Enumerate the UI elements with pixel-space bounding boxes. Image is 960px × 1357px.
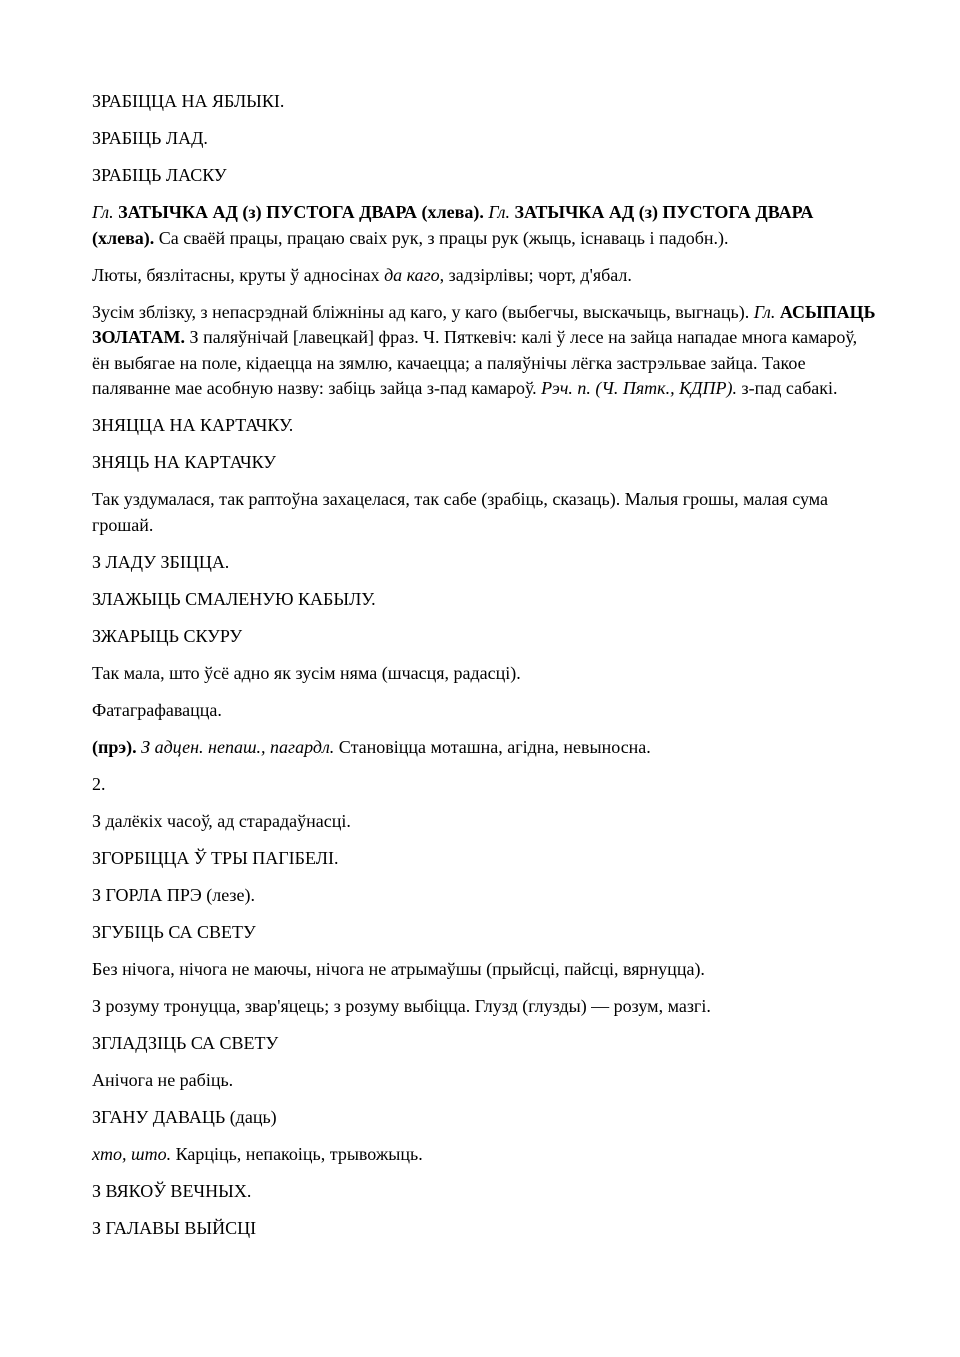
paragraph	[92, 735, 877, 761]
paragraph	[92, 89, 877, 115]
paragraph	[92, 661, 877, 687]
paragraph	[92, 846, 877, 872]
text-run: ЗЖАРЫЦЬ СКУРУ	[92, 625, 243, 646]
paragraph	[92, 1031, 877, 1057]
paragraph	[92, 957, 877, 983]
paragraph	[92, 698, 877, 724]
text-run: Без нічога, нічога не маючы, нічога не атрымаўшы (прыйсці, пайсці, вярнуцца).	[92, 958, 705, 979]
text-run: З розуму тронуцца, звар'яцець; з розуму выбіцца. Глузд (глузды) — розум, мазгі.	[92, 995, 711, 1016]
text-run: ЗРАБІЦЦА НА ЯБЛЫКІ.	[92, 91, 285, 111]
text-run: Зусім зблізку, з непасрэднай бліжніны ад каго, у каго (выбегчы, выскачыць, выгнаць).	[92, 301, 754, 322]
paragraph	[92, 550, 877, 576]
paragraph	[92, 1179, 877, 1205]
text-run: З далёкіх часоў, ад старадаўнасці.	[92, 810, 351, 831]
bold-text: ЗАТЫЧКА АД (з) ПУСТОГА ДВАРА (хлева).	[118, 202, 484, 222]
paragraph	[92, 772, 877, 798]
paragraph	[92, 883, 877, 909]
italic-text: хто, што.	[92, 1143, 172, 1164]
text-run: З ЛАДУ ЗБІЦЦА.	[92, 551, 230, 572]
paragraph	[92, 1105, 877, 1131]
text-run: з-пад сабакі.	[737, 378, 838, 398]
bold-text: ЗАТЫЧКА АД (з) ПУСТОГА ДВАРА (хлева).	[92, 202, 814, 248]
paragraph	[92, 163, 877, 189]
text-run: ЗГОРБІЦЦА Ў ТРЫ ПАГІБЕЛІ.	[92, 847, 339, 868]
text-run: З ГАЛАВЫ ВЫЙСЦІ	[92, 1217, 257, 1238]
italic-text: Гл.	[488, 202, 510, 222]
text-run: ЗРАБІЦЬ ЛАСКУ	[92, 165, 227, 185]
text-run: Фатаграфавацца.	[92, 699, 222, 720]
paragraph	[92, 1142, 877, 1168]
text-run: ЗЛАЖЫЦЬ СМАЛЕНУЮ КАБЫЛУ.	[92, 588, 376, 609]
text-run: З паляўнічай [лавецкай] фраз. Ч. Пяткевіч: калі ў лесе на зайца нападае многа камароў, ён выбягае на поле, кідаецца на зямлю, качаецца; а паляўнічы лёгка застрэльвае зайца. Такое паляванне мае асобную назву: забіць зайца з-пад камароў.	[92, 327, 858, 398]
paragraph	[92, 126, 877, 152]
text-run: З ВЯКОЎ ВЕЧНЫХ.	[92, 1180, 252, 1201]
text-run: ЗГУБІЦЬ СА СВЕТУ	[92, 921, 256, 942]
paragraph	[92, 450, 877, 476]
text-run: Становіцца моташна, агідна, невыносна.	[334, 736, 651, 757]
paragraph	[92, 587, 877, 613]
paragraph	[92, 487, 877, 538]
text-run: З ГОРЛА ПРЭ (лезе).	[92, 884, 256, 905]
paragraph	[92, 1216, 877, 1242]
bold-text: АСЫПАЦЬ ЗОЛАТАМ.	[92, 301, 876, 347]
text-run: ЗРАБІЦЬ ЛАД.	[92, 128, 208, 148]
text-run: ЗГЛАДЗІЦЬ СА СВЕТУ	[92, 1032, 279, 1053]
text-run: Так мала, што ўсё адно як зусім няма (шчасця, радасці).	[92, 662, 521, 683]
paragraph	[92, 809, 877, 835]
text-run: ЗГАНУ ДАВАЦЬ (даць)	[92, 1106, 277, 1127]
bold-text: (прэ).	[92, 736, 137, 757]
paragraph	[92, 263, 877, 289]
text-run: Са сваёй працы, працаю сваіх рук, з працы рук (жыць, існаваць і падобн.).	[154, 227, 729, 248]
italic-text: Гл.	[92, 202, 114, 222]
document-page	[92, 89, 877, 1253]
italic-text: Рэч. п. (Ч. Пятк., КДПР).	[541, 378, 737, 398]
paragraph	[92, 1068, 877, 1094]
paragraph	[92, 300, 877, 402]
paragraph	[92, 994, 877, 1020]
text-run: Люты, бязлітасны, круты ў адносінах	[92, 264, 385, 285]
paragraph	[92, 200, 877, 251]
text-run: ЗНЯЦЦА НА КАРТАЧКУ.	[92, 415, 294, 435]
paragraph	[92, 413, 877, 439]
italic-text: Гл.	[753, 301, 776, 322]
text-run: 2.	[92, 773, 106, 794]
text-run: ЗНЯЦЬ НА КАРТАЧКУ	[92, 452, 277, 472]
paragraph	[92, 920, 877, 946]
text-run: Карціць, непакоіць, трывожыць.	[171, 1143, 423, 1164]
text-run: Анічога не рабіць.	[92, 1069, 234, 1090]
text-run: Так уздумалася, так раптоўна захацелася, так сабе (зрабіць, сказаць). Малыя грошы, малая сума грошай.	[92, 489, 829, 535]
paragraph	[92, 624, 877, 650]
italic-text: да каго	[384, 264, 440, 285]
italic-text: З адцен. непаш., пагардл.	[141, 736, 335, 757]
text-run: , задзірлівы; чорт, д'ябал.	[439, 264, 632, 285]
